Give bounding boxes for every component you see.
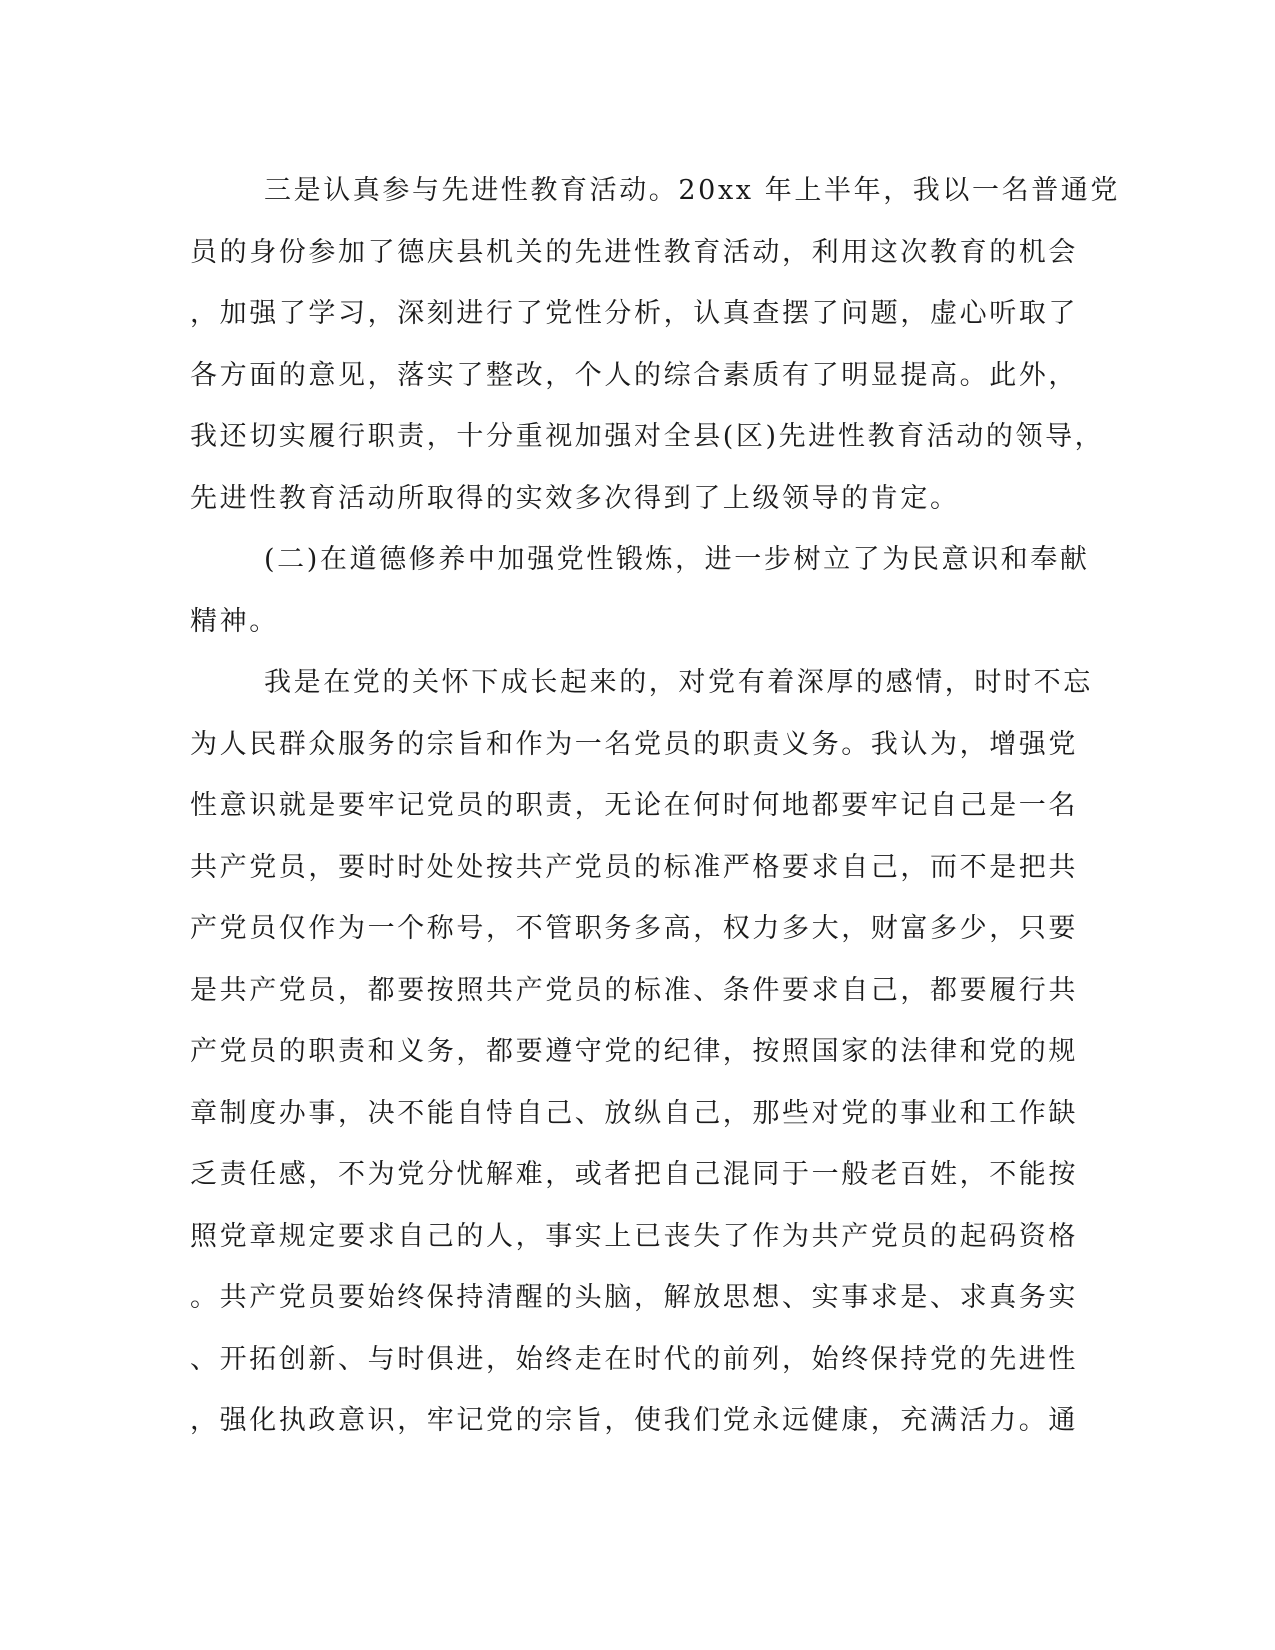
text-line: 乏责任感，不为党分忧解难，或者把自己混同于一般老百姓，不能按 xyxy=(190,1159,1078,1190)
text-line: 各方面的意见，落实了整改，个人的综合素质有了明显提高。此外， xyxy=(190,359,1078,391)
text-line: 是共产党员，都要按照共产党员的标准、条件要求自己，都要履行共 xyxy=(190,974,1078,1006)
text-line: 员的身份参加了德庆县机关的先进性教育活动，利用这次教育的机会 xyxy=(190,236,1078,268)
text-line: 共产党员，要时时处处按共产党员的标准严格要求自己，而不是把共 xyxy=(190,851,1078,883)
text-line: 我还切实履行职责，十分重视加强对全县(区)先进性教育活动的领导， xyxy=(190,421,1105,452)
text-line: 章制度办事，决不能自恃自己、放纵自己，那些对党的事业和工作缺 xyxy=(190,1097,1078,1129)
text-line: 照党章规定要求自己的人，事实上已丧失了作为共产党员的起码资格 xyxy=(190,1220,1078,1252)
body-text xyxy=(190,160,1120,1452)
section-heading: (二)在道德修养中加强党性锻炼，进一步树立了为民意识和奉献 xyxy=(264,544,1090,575)
text-line: 三是认真参与先进性教育活动。20xx 年上半年，我以一名普通党 xyxy=(264,175,1120,206)
text-line: 性意识就是要牢记党员的职责，无论在何时何地都要牢记自己是一名 xyxy=(190,790,1078,821)
text-line: 产党员仅作为一个称号，不管职务多高，权力多大，财富多少，只要 xyxy=(190,913,1078,944)
text-line: 我是在党的关怀下成长起来的，对党有着深厚的感情，时时不忘 xyxy=(264,667,1093,698)
text-line: 为人民群众服务的宗旨和作为一名党员的职责义务。我认为，增强党 xyxy=(190,728,1078,760)
text-line: ，加强了学习，深刻进行了党性分析，认真查摆了问题，虚心听取了 xyxy=(190,298,1078,329)
text-line: 、开拓创新、与时俱进，始终走在时代的前列，始终保持党的先进性 xyxy=(190,1343,1078,1375)
text-line: 。共产党员要始终保持清醒的头脑，解放思想、实事求是、求真务实 xyxy=(190,1282,1078,1313)
text-line: ，强化执政意识，牢记党的宗旨，使我们党永远健康，充满活力。通 xyxy=(190,1405,1078,1436)
text-line: 先进性教育活动所取得的实效多次得到了上级领导的肯定。 xyxy=(190,482,960,514)
text-line: 产党员的职责和义务，都要遵守党的纪律，按照国家的法律和党的规 xyxy=(190,1036,1078,1067)
section-heading-continuation: 精神。 xyxy=(190,605,279,637)
